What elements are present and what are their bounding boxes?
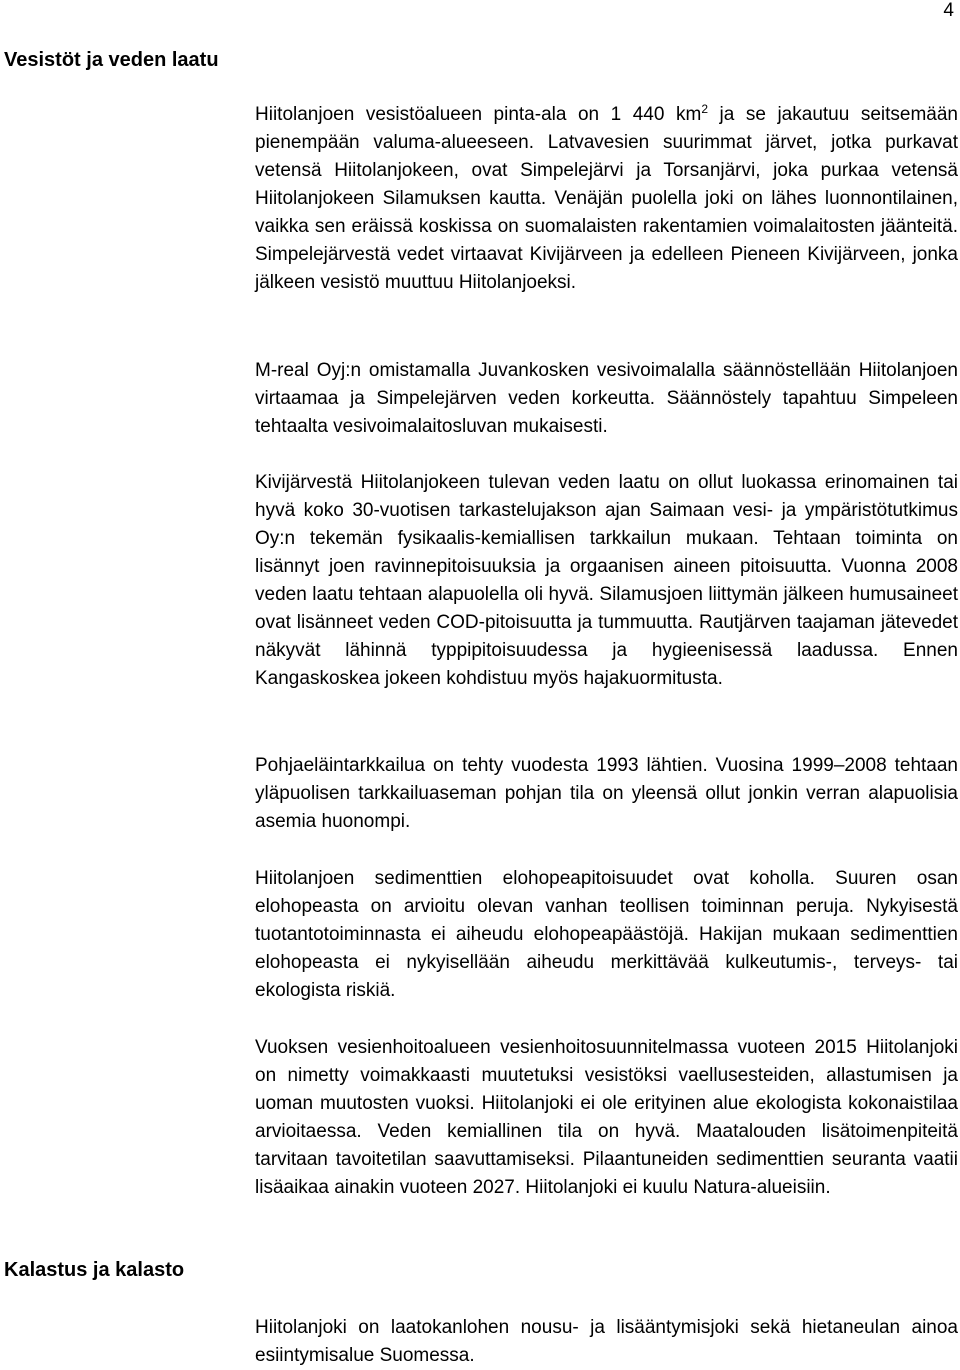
page-number: 4 (943, 0, 954, 21)
section-heading-water: Vesistöt ja veden laatu (4, 49, 219, 71)
paragraph-text: Vuoksen vesienhoitoalueen vesienhoitosuunnitelmassa vuoteen 2015 Hiitolanjoki on nimetty voimakkaasti muutetuksi vesistöksi vaellusesteiden, allastumisen ja uoman muutosten vuoksi. Hiitolanjoki ei ole erityinen alue ekologista kokonaistilaa arvioitaessa. Veden kemiallinen tila on hyvä. Maatalouden lisätoimenpiteitä tarvitaan tavoitetilan saavuttamiseksi. Pilaantuneiden sedimenttien seuranta vaatii lisäaikaa ainakin vuoteen 2027. Hiitolanjoki ei kuulu Natura-alueisiin. (255, 1037, 958, 1198)
paragraph-mercury (255, 865, 958, 1005)
paragraph-salmon (255, 1314, 958, 1370)
section-heading-fishing: Kalastus ja kalasto (4, 1259, 185, 1281)
paragraph-text: Kivijärvestä Hiitolanjokeen tulevan veden laatu on ollut luokassa erinomainen tai hyvä koko 30-vuotisen tarkastelujakson ajan Saimaan vesi- ja ympäristötutkimus Oy:n tekemän fysikaalis-kemiallisen tarkkailun mukaan. Tehtaan toiminta on lisännyt joen ravinnepitoisuuksia ja orgaanisen aineen pitoisuutta. Vuonna 2008 veden laatu tehtaan alapuolella oli hyvä. Silamusjoen liittymän jälkeen humusaineet ovat lisänneet veden COD-pitoisuutta ja tummuutta. Rautjärven taajaman jätevedet näkyvät lähinnä typpipitoisuudessa ja hygieenisessä laadussa. Ennen Kangaskoskea jokeen kohdistuu myös hajakuormitusta. (255, 472, 958, 689)
paragraph-text: Hiitolanjoen sedimenttien elohopeapitoisuudet ovat koholla. Suuren osan elohopeasta on arvioitu olevan vanhan teollisen toiminnan peruja. Nykyisestä tuotantotoiminnasta ei aiheudu elohopeapäästöjä. Hakijan mukaan sedimenttien elohopeasta ei nykyisellään aiheudu merkittävää kulkeutumis-, terveys- tai ekologista riskiä. (255, 868, 958, 1001)
paragraph-text: ja se jakautuu seitsemään pienempään valuma-alueeseen. Latvavesien suurimmat järvet, jotka purkavat vetensä Hiitolanjokeen, ovat Simpelejärvi ja Torsanjärvi, joka purkaa vetensä Hiitolanjokeen Silamuksen kautta. Venäjän puolella joki on lähes luonnontilainen, vaikka sen eräissä koskissa on suomalaisten rakentamien voimalaitosten jäänteitä. Simpelejärvestä vedet virtaavat Kivijärveen ja edelleen Pieneen Kivijärveen, jonka jälkeen vesistö muuttuu Hiitolanjoeksi. (255, 104, 958, 293)
paragraph-management-plan (255, 1034, 958, 1202)
paragraph-water-quality (255, 469, 958, 693)
paragraph-text: Pohjaeläintarkkailua on tehty vuodesta 1993 lähtien. Vuosina 1999–2008 tehtaan yläpuolisen tarkkailuaseman pohjan tila on yleensä ollut jonkin verran alapuolisia asemia huonompi. (255, 755, 958, 832)
paragraph-text: Hiitolanjoki on laatokanlohen nousu- ja lisääntymisjoki sekä hietaneulan ainoa esiintymisalue Suomessa. (255, 1317, 958, 1366)
paragraph-benthic-monitoring (255, 752, 958, 836)
superscript: 2 (701, 102, 708, 116)
paragraph-text: Hiitolanjoen vesistöalueen pinta-ala on 1 440 km (255, 104, 702, 125)
paragraph-regulation (255, 357, 958, 441)
paragraph-text: M-real Oyj:n omistamalla Juvankosken vesivoimalalla säännöstellään Hiitolanjoen virtaamaa ja Simpelejärven veden korkeutta. Säännöstely tapahtuu Simpeleen tehtaalta vesivoimalaitosluvan mukaisesti. (255, 360, 958, 437)
paragraph-catchment-area (255, 101, 958, 297)
